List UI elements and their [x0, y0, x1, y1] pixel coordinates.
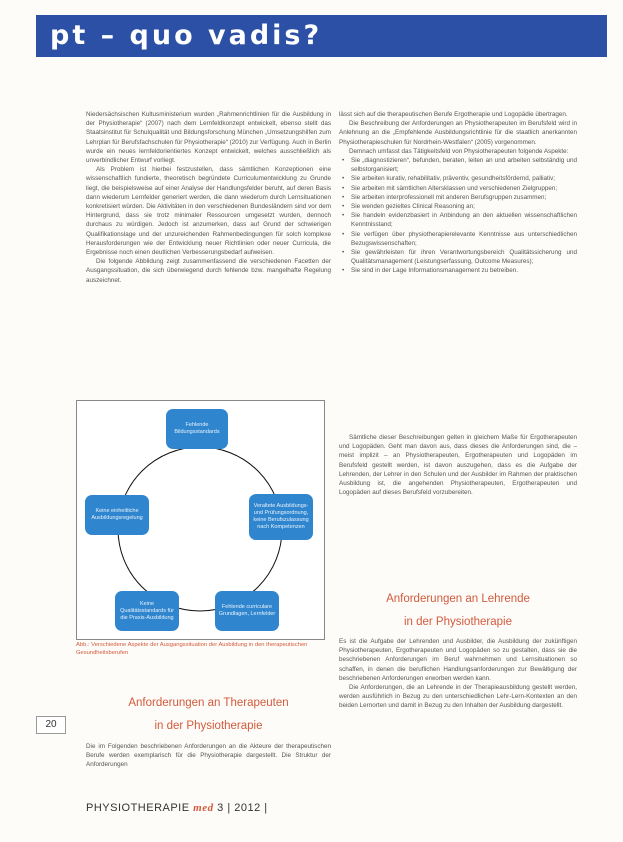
list-item: • Sie arbeiten kurativ, rehabilitativ, präventiv, gesundheitsfördernd, palliativ;	[339, 174, 577, 183]
diagram-node: Veraltete Ausbildungs- und Prüfungsordnung, keine Berufszulassung nach Kompetenzen	[249, 494, 313, 540]
diagram-node: Fehlende curriculare Grundlagen, Lernfelder	[215, 591, 279, 631]
heading-line: in der Physiotherapie	[154, 720, 263, 732]
list-item: • Sie verfügen über physiotherapierelevante Kenntnisse aus unterschiedlichen Bezugswissenschaften;	[339, 230, 577, 248]
figure	[76, 400, 325, 640]
paragraph: lässt sich auf die therapeutischen Berufe Ergotherapie und Logopädie übertragen.	[339, 111, 568, 118]
journal-name: PHYSIOTHERAPIE	[86, 802, 190, 814]
section-heading	[339, 588, 577, 634]
paragraph: Es ist die Aufgabe der Lehrenden und Ausbilder, die Ausbildung der zukünftigen Physiotherapeuten, Ergotherapeuten und Logopäden so zu gestalten, dass sie die beschriebenen Anforderungen im Beruf wahrnehmen und Lernsituationen so schaffen, in denen die beruflichen Handlungsanforderungen zur Bewältigung der beschriebenen Anforderungen erworben werden kann.	[339, 638, 577, 682]
diagram-node: Fehlende Bildungsstandards	[166, 409, 228, 449]
page-title: pt – quo vadis?	[50, 20, 323, 51]
list-item: • Sie sind in der Lage Informationsmanagement zu betreiben.	[339, 266, 577, 275]
section-heading	[86, 692, 331, 738]
list-item: • Sie arbeiten mit sämtlichen Altersklassen und verschiedenen Zielgruppen;	[339, 184, 577, 193]
paragraph: Demnach umfasst das Tätigkeitsfeld von Physiotherapeuten folgende Aspekte:	[349, 147, 569, 155]
list-item: • Sie „diagnostizieren“, befunden, beraten, leiten an und arbeiten selbständig und selbstorganisiert;	[339, 156, 577, 174]
list-item: • Sie wenden gezieltes Clinical Reasoning an;	[339, 202, 577, 211]
page-number: 20	[36, 716, 66, 734]
paragraph: Sämtliche dieser Beschreibungen gelten in gleichem Maße für Ergotherapeuten und Logopäden. Geht man davon aus, dass dieses die Anforderungen sind, die – meist implizit – an Physiotherapeuten, Ergotherapeuten und Logopäden im Berufsfeld gestellt werden, ist davon auszugehen, dass es die Aufgabe der Lehrenden, der Lehrer in den Schulen und der Ausbilder im Rahmen der praktischen Ausbildung ist, die angehenden Physiotherapeuten, Ergotherapeuten und Logopäden auf dieses Berufsfeld vorzubereiten.	[339, 434, 577, 497]
list-item: • Sie handeln evidenzbasiert in Anbindung an den aktuellen wissenschaftlichen Kenntnisstand;	[339, 211, 577, 229]
heading-line: Anforderungen an Lehrende	[386, 593, 530, 605]
paragraph: Niedersächsischen Kultusministerium wurden „Rahmenrichtlinien für die Ausbildung in der Physiotherapie“ (2007) nach dem Lernfeldkonzept entwickelt, ebenso stellt das Staatsinstitut für Schulqualität und Bildungsforschung München „Umsetzungshilfen zum Lehrplan für Berufsfachschulen für Physiotherapie“ (2010) zur Verfügung. Auch in Berlin wurde ein neues lernfeldorientiertes Konzept entwickelt, welches ausschließlich als unverbindlicher Entwurf vorliegt.	[86, 111, 331, 165]
right-mid-column	[339, 433, 577, 497]
heading-line: in der Physiotherapie	[403, 616, 513, 628]
figure-caption: Abb.: Verschiedene Aspekte der Ausgangssituation der Ausbildung in den therapeutischen Gesundheitsberufen	[76, 642, 308, 656]
right-bottom-column	[339, 637, 577, 711]
paragraph: Die folgende Abbildung zeigt zusammenfassend die verschiedenen Facetten der Ausgangssituation, die sich überwiegend durch fehlende bzw. mangelhafte Regelung auszeichnet.	[86, 258, 331, 284]
list-item: • Sie arbeiten interprofessionell mit anderen Berufsgruppen zusammen;	[339, 193, 577, 202]
left-bottom-column	[86, 742, 331, 770]
heading-line: Anforderungen an Therapeuten	[128, 697, 289, 709]
journal-med-logo: med	[193, 802, 214, 814]
paragraph: Als Problem ist hierbei festzustellen, dass sämtlichen Konzeptionen eine wissenschaftlich fundierte, theoretisch begründete Curriculumentwicklung zu Grunde liegt, die beispielsweise auf einer Analyse der Handlungsfelder beruht, auf deren Basis dann wiederum Lernfelder generiert werden, die dann wiederum durch Lernsituationen konkretisiert würden. Die Aktivitäten in den verschiedenen Bundesländern sind vor dem Hintergrund, dass sie trotz minimaler Ressourcen umgesetzt wurden, dennoch durchaus zu würdigen. Jedoch ist anzumerken, dass auf Grund der schwierigen Qualifikationslage und der unzureichenden Rahmenbedingungen für solch komplexe Herausforderungen wie der Entwicklung neuer Richtlinien oder neuer Curricula, die Ergebnisse noch einen deutlichen Verbesserungsbedarf aufweisen.	[86, 166, 331, 257]
paragraph: Die Anforderungen, die an Lehrende in der Therapieausbildung gestellt werden, werden ausführlich in Bezug zu den unterschiedlichen Lehr-Lern-Kontexten an den beiden Lernorten und damit in Bezug zu den Inhalten der Ausbildung dargestellt.	[339, 684, 577, 710]
right-column	[339, 110, 577, 276]
footer	[86, 802, 268, 814]
paragraph: Die im Folgenden beschriebenen Anforderungen an die Akteure der therapeutischen Berufe werden exemplarisch für die Physiotherapie dargestellt. Die Struktur der Anforderungen	[86, 743, 331, 769]
bullet-list	[339, 156, 577, 276]
diagram-node: Keine einheitliche Ausbildungsregelung	[85, 495, 149, 535]
list-item: • Sie gewährleisten für ihren Verantwortungsbereich Qualitätssicherung und Qualitätsmanagement (Leistungserfassung, Outcome Measures);	[339, 248, 577, 266]
issue-number: 3 | 2012 |	[217, 802, 268, 814]
diagram-node: Keine Qualitätsstandards für die Praxis-Ausbildung	[115, 591, 179, 631]
paragraph: Die Beschreibung der Anforderungen an Physiotherapeuten im Berufsfeld wird in Anlehnung an die „Empfehlende Ausbildungsrichtlinie für die staatlich anerkannten Physiotherapieschulen für Nordrhein-Westfalen“ (2005) vorgenommen.	[339, 120, 577, 146]
left-column	[86, 110, 331, 285]
